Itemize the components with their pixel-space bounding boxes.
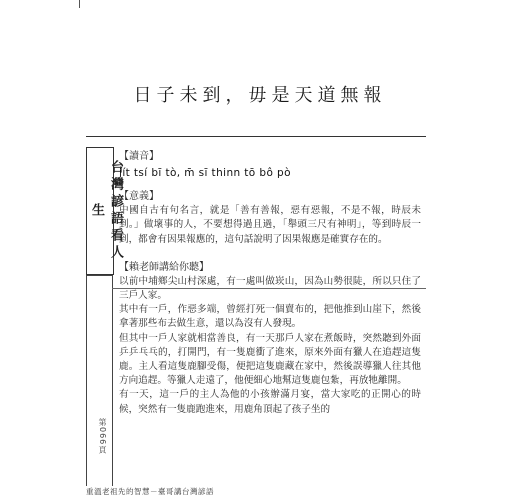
meaning-heading: 【意義】 [119, 191, 159, 203]
pronunciation-text: jít tsí bī tò, m̄ sī thinn tō bô pò [119, 167, 291, 179]
side-label-box [86, 147, 123, 275]
sidebar-separator [86, 275, 112, 276]
story-heading: 【賴老師講給你聽】 [119, 261, 209, 273]
section-divider [112, 288, 426, 289]
page-footer: 重溫老祖先的智慧－臺哥講台灣諺語 [86, 487, 214, 496]
pronunciation-heading: 【讀音】 [119, 151, 159, 162]
side-label: 台灣諺語看人生 [89, 160, 123, 262]
story-paragraph-3: 但其中一戶人家就相當善良，有一天那戶人家在煮飯時，突然聽到外面乒乒乓乓的，打開門，有一隻鹿衝了進來，原來外面有獵人在追趕這隻鹿。主人看這隻鹿腳受傷，便把這隻鹿藏在家中，然後誤導獵人往其他方向追趕。等獵人走遠了，他便細心地幫這隻鹿包紮，再放牠離開。 [119, 332, 421, 387]
main-content [119, 150, 421, 417]
page-number: 第066頁 [98, 418, 107, 455]
story-paragraph-2: 其中有一戶，作惡多端，曾經打死一個賣布的，把他推到山崖下，然後拿著那些布去做生意，還以為沒有人發現。 [119, 304, 421, 330]
meaning-text: 中國自古有句名言，就是「善有善報，惡有惡報，不是不報，時辰未到。」做壞事的人，不要想得過且過，「舉頭三尺有神明」，等到時辰一到，都會有因果報應的，這句話說明了因果報應是確實存在的。 [119, 205, 421, 245]
crop-mark [79, 0, 80, 8]
top-divider [86, 136, 426, 137]
story-paragraph-1: 以前中埔鄉尖山村深處，有一處叫做崁山，因為山勢很陡，所以只住了三戶人家。 [119, 275, 421, 302]
page-title: 日子未到，毋是天道無報 [133, 85, 387, 106]
story-paragraph-4: 有一天，這一戶的主人為他的小孩辦滿月宴，當大家吃的正開心的時候，突然有一隻鹿跑進來，用鹿角頂起了孩子坐的 [119, 389, 421, 415]
